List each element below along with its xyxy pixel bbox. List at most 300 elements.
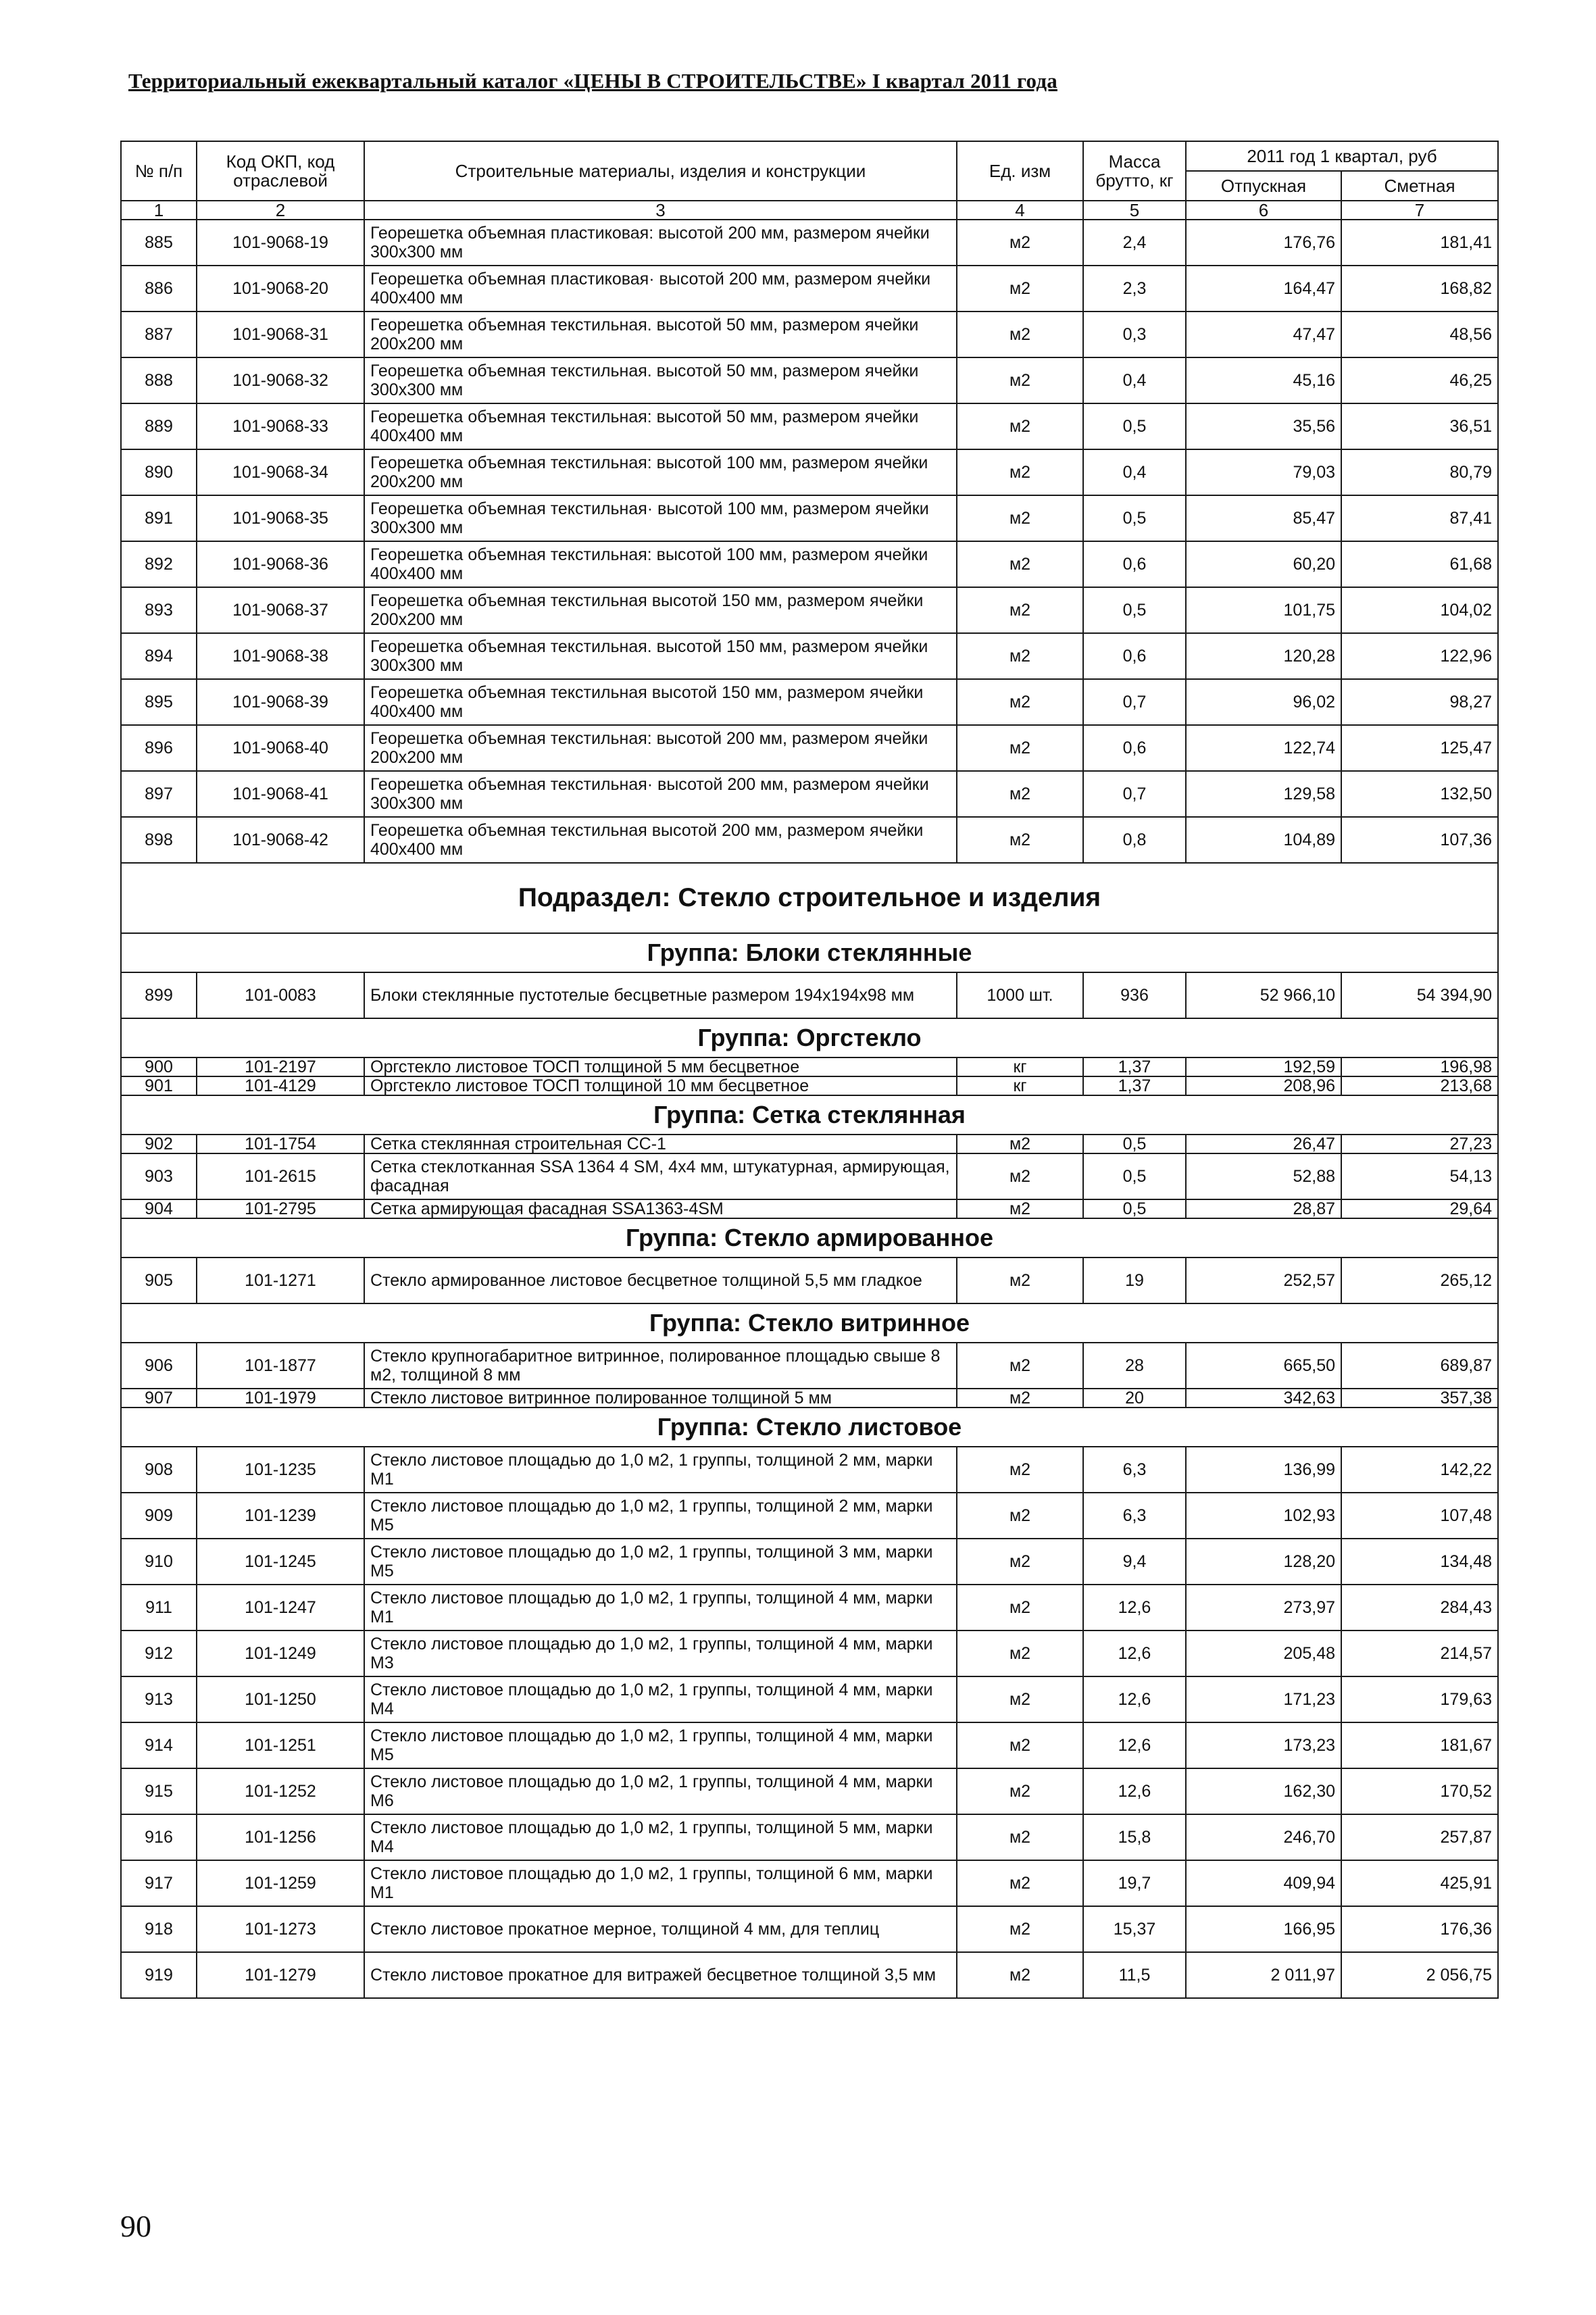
row-mass: 0,6 xyxy=(1083,541,1186,587)
row-unit: м2 xyxy=(957,633,1083,679)
table-row xyxy=(121,1389,1498,1408)
row-unit: м2 xyxy=(957,1631,1083,1676)
row-price-estimate: 168,82 xyxy=(1341,266,1498,312)
row-price-estimate: 36,51 xyxy=(1341,403,1498,449)
row-number: 900 xyxy=(121,1057,197,1076)
row-price-release: 2 011,97 xyxy=(1186,1952,1341,1998)
row-number: 888 xyxy=(121,357,197,403)
row-price-release: 166,95 xyxy=(1186,1906,1341,1952)
row-code: 101-1754 xyxy=(197,1135,364,1153)
row-code: 101-1245 xyxy=(197,1539,364,1585)
column-number: 5 xyxy=(1083,201,1186,220)
row-price-release: 665,50 xyxy=(1186,1343,1341,1389)
price-catalog-table xyxy=(120,141,1499,1999)
table-row xyxy=(121,1585,1498,1631)
row-code: 101-1251 xyxy=(197,1722,364,1768)
row-mass: 0,5 xyxy=(1083,1199,1186,1218)
group-row xyxy=(121,1218,1498,1258)
table-row xyxy=(121,972,1498,1018)
row-price-release: 176,76 xyxy=(1186,220,1341,266)
row-price-release: 45,16 xyxy=(1186,357,1341,403)
table-row xyxy=(121,1343,1498,1389)
row-mass: 12,6 xyxy=(1083,1722,1186,1768)
group-title: Группа: Блоки стеклянные xyxy=(121,933,1498,972)
row-code: 101-9068-39 xyxy=(197,679,364,725)
row-name: Стекло листовое площадью до 1,0 м2, 1 группы, толщиной 3 мм, марки М5 xyxy=(364,1539,957,1585)
row-code: 101-1252 xyxy=(197,1768,364,1814)
row-code: 101-1256 xyxy=(197,1814,364,1860)
row-price-release: 79,03 xyxy=(1186,449,1341,495)
row-unit: м2 xyxy=(957,312,1083,357)
row-name: Георешетка объемная текстильная. высотой 50 мм, размером ячейки 200х200 мм xyxy=(364,312,957,357)
row-name: Сетка армирующая фасадная SSA1363-4SM xyxy=(364,1199,957,1218)
table-row xyxy=(121,495,1498,541)
row-mass: 12,6 xyxy=(1083,1631,1186,1676)
row-number: 916 xyxy=(121,1814,197,1860)
row-price-release: 246,70 xyxy=(1186,1814,1341,1860)
row-price-release: 129,58 xyxy=(1186,771,1341,817)
row-name: Стекло листовое витринное полированное толщиной 5 мм xyxy=(364,1389,957,1408)
header-mass: Масса брутто, кг xyxy=(1083,141,1186,201)
row-number: 919 xyxy=(121,1952,197,1998)
row-name: Стекло листовое площадью до 1,0 м2, 1 группы, толщиной 6 мм, марки М1 xyxy=(364,1860,957,1906)
row-mass: 15,8 xyxy=(1083,1814,1186,1860)
row-name: Стекло листовое прокатное для витражей бесцветное толщиной 3,5 мм xyxy=(364,1952,957,1998)
row-price-estimate: 48,56 xyxy=(1341,312,1498,357)
group-row xyxy=(121,933,1498,972)
row-name: Сетка стеклотканная SSA 1364 4 SM, 4х4 мм, штукатурная, армирующая, фасадная xyxy=(364,1153,957,1199)
row-unit: м2 xyxy=(957,403,1083,449)
group-title: Группа: Стекло армированное xyxy=(121,1218,1498,1258)
row-price-release: 162,30 xyxy=(1186,1768,1341,1814)
row-code: 101-9068-34 xyxy=(197,449,364,495)
row-mass: 0,5 xyxy=(1083,403,1186,449)
row-code: 101-2615 xyxy=(197,1153,364,1199)
table-row xyxy=(121,1539,1498,1585)
row-number: 889 xyxy=(121,403,197,449)
row-name: Георешетка объемная текстильная: высотой 100 мм, размером ячейки 400х400 мм xyxy=(364,541,957,587)
row-name: Стекло листовое площадью до 1,0 м2, 1 группы, толщиной 4 мм, марки М6 xyxy=(364,1768,957,1814)
column-number: 4 xyxy=(957,201,1083,220)
row-code: 101-9068-36 xyxy=(197,541,364,587)
row-unit: м2 xyxy=(957,1343,1083,1389)
row-code: 101-9068-42 xyxy=(197,817,364,863)
row-unit: м2 xyxy=(957,725,1083,771)
row-price-release: 52 966,10 xyxy=(1186,972,1341,1018)
row-number: 910 xyxy=(121,1539,197,1585)
header-price-release: Отпускная xyxy=(1186,171,1341,201)
row-unit: м2 xyxy=(957,495,1083,541)
row-number: 911 xyxy=(121,1585,197,1631)
row-unit: м2 xyxy=(957,449,1083,495)
row-name: Георешетка объемная текстильная: высотой 200 мм, размером ячейки 200х200 мм xyxy=(364,725,957,771)
group-title: Группа: Оргстекло xyxy=(121,1018,1498,1057)
group-title: Группа: Стекло листовое xyxy=(121,1408,1498,1447)
row-number: 912 xyxy=(121,1631,197,1676)
row-price-estimate: 107,36 xyxy=(1341,817,1498,863)
row-price-release: 409,94 xyxy=(1186,1860,1341,1906)
group-title: Группа: Стекло витринное xyxy=(121,1303,1498,1343)
row-unit: м2 xyxy=(957,587,1083,633)
row-price-release: 104,89 xyxy=(1186,817,1341,863)
row-price-estimate: 46,25 xyxy=(1341,357,1498,403)
row-unit: м2 xyxy=(957,1860,1083,1906)
row-mass: 0,6 xyxy=(1083,633,1186,679)
row-name: Георешетка объемная текстильная высотой 150 мм, размером ячейки 200х200 мм xyxy=(364,587,957,633)
table-row xyxy=(121,449,1498,495)
row-name: Георешетка объемная текстильная· высотой 200 мм, размером ячейки 300х300 мм xyxy=(364,771,957,817)
subsection-row xyxy=(121,863,1498,933)
row-unit: м2 xyxy=(957,357,1083,403)
column-number: 1 xyxy=(121,201,197,220)
group-row xyxy=(121,1095,1498,1135)
row-mass: 12,6 xyxy=(1083,1585,1186,1631)
row-name: Оргстекло листовое ТОСП толщиной 5 мм бесцветное xyxy=(364,1057,957,1076)
row-mass: 936 xyxy=(1083,972,1186,1018)
row-name: Блоки стеклянные пустотелые бесцветные размером 194х194х98 мм xyxy=(364,972,957,1018)
row-number: 885 xyxy=(121,220,197,266)
table-row xyxy=(121,587,1498,633)
row-price-release: 96,02 xyxy=(1186,679,1341,725)
row-mass: 1,37 xyxy=(1083,1076,1186,1095)
row-unit: м2 xyxy=(957,1676,1083,1722)
row-unit: м2 xyxy=(957,1135,1083,1153)
row-number: 906 xyxy=(121,1343,197,1389)
row-name: Георешетка объемная текстильная. высотой 50 мм, размером ячейки 300х300 мм xyxy=(364,357,957,403)
row-name: Георешетка объемная текстильная высотой 150 мм, размером ячейки 400х400 мм xyxy=(364,679,957,725)
row-price-release: 208,96 xyxy=(1186,1076,1341,1095)
row-mass: 12,6 xyxy=(1083,1768,1186,1814)
row-price-release: 136,99 xyxy=(1186,1447,1341,1493)
row-name: Георешетка объемная текстильная: высотой 50 мм, размером ячейки 400х400 мм xyxy=(364,403,957,449)
row-unit: м2 xyxy=(957,771,1083,817)
table-row xyxy=(121,1906,1498,1952)
row-unit: м2 xyxy=(957,1199,1083,1218)
row-number: 914 xyxy=(121,1722,197,1768)
row-name: Георешетка объемная пластиковая: высотой 200 мм, размером ячейки 300х300 мм xyxy=(364,220,957,266)
row-number: 905 xyxy=(121,1258,197,1303)
row-name: Сетка стеклянная строительная СС-1 xyxy=(364,1135,957,1153)
table-row xyxy=(121,725,1498,771)
row-mass: 1,37 xyxy=(1083,1057,1186,1076)
row-mass: 20 xyxy=(1083,1389,1186,1408)
row-code: 101-9068-32 xyxy=(197,357,364,403)
table-row xyxy=(121,1493,1498,1539)
row-mass: 0,4 xyxy=(1083,449,1186,495)
table-row xyxy=(121,312,1498,357)
subsection-title: Подраздел: Стекло строительное и изделия xyxy=(121,863,1498,933)
row-price-release: 171,23 xyxy=(1186,1676,1341,1722)
row-number: 896 xyxy=(121,725,197,771)
row-code: 101-9068-19 xyxy=(197,220,364,266)
row-price-release: 47,47 xyxy=(1186,312,1341,357)
header-name: Строительные материалы, изделия и конструкции xyxy=(364,141,957,201)
table-row xyxy=(121,1676,1498,1722)
row-mass: 0,5 xyxy=(1083,495,1186,541)
row-unit: м2 xyxy=(957,266,1083,312)
table-row xyxy=(121,1952,1498,1998)
row-price-release: 164,47 xyxy=(1186,266,1341,312)
header-period: 2011 год 1 квартал, руб xyxy=(1186,141,1498,171)
row-code: 101-1279 xyxy=(197,1952,364,1998)
table-row xyxy=(121,1722,1498,1768)
row-name: Стекло листовое площадью до 1,0 м2, 1 группы, толщиной 4 мм, марки М5 xyxy=(364,1722,957,1768)
row-name: Георешетка объемная текстильная. высотой 150 мм, размером ячейки 300х300 мм xyxy=(364,633,957,679)
row-price-estimate: 104,02 xyxy=(1341,587,1498,633)
row-unit: м2 xyxy=(957,220,1083,266)
row-price-release: 60,20 xyxy=(1186,541,1341,587)
row-name: Георешетка объемная текстильная: высотой 100 мм, размером ячейки 200х200 мм xyxy=(364,449,957,495)
row-code: 101-1271 xyxy=(197,1258,364,1303)
row-price-estimate: 27,23 xyxy=(1341,1135,1498,1153)
table-row xyxy=(121,266,1498,312)
column-number: 7 xyxy=(1341,201,1498,220)
row-price-release: 128,20 xyxy=(1186,1539,1341,1585)
row-code: 101-1249 xyxy=(197,1631,364,1676)
row-code: 101-1877 xyxy=(197,1343,364,1389)
row-number: 886 xyxy=(121,266,197,312)
row-name: Стекло листовое площадью до 1,0 м2, 1 группы, толщиной 2 мм, марки М5 xyxy=(364,1493,957,1539)
row-mass: 0,5 xyxy=(1083,1153,1186,1199)
row-code: 101-1273 xyxy=(197,1906,364,1952)
row-mass: 28 xyxy=(1083,1343,1186,1389)
row-code: 101-9068-40 xyxy=(197,725,364,771)
row-price-release: 102,93 xyxy=(1186,1493,1341,1539)
row-price-release: 52,88 xyxy=(1186,1153,1341,1199)
row-unit: м2 xyxy=(957,1389,1083,1408)
row-name: Оргстекло листовое ТОСП толщиной 10 мм бесцветное xyxy=(364,1076,957,1095)
header-num: № п/п xyxy=(121,141,197,201)
row-unit: 1000 шт. xyxy=(957,972,1083,1018)
row-name: Стекло крупногабаритное витринное, полированное площадью свыше 8 м2, толщиной 8 мм xyxy=(364,1343,957,1389)
row-price-release: 173,23 xyxy=(1186,1722,1341,1768)
row-unit: кг xyxy=(957,1057,1083,1076)
row-unit: м2 xyxy=(957,817,1083,863)
row-price-release: 273,97 xyxy=(1186,1585,1341,1631)
row-unit: м2 xyxy=(957,1768,1083,1814)
row-price-estimate: 214,57 xyxy=(1341,1631,1498,1676)
row-name: Стекло листовое площадью до 1,0 м2, 1 группы, толщиной 4 мм, марки М4 xyxy=(364,1676,957,1722)
table-row xyxy=(121,679,1498,725)
row-unit: м2 xyxy=(957,1258,1083,1303)
row-price-release: 122,74 xyxy=(1186,725,1341,771)
row-unit: м2 xyxy=(957,1814,1083,1860)
table-row xyxy=(121,403,1498,449)
row-price-estimate: 54,13 xyxy=(1341,1153,1498,1199)
table-row xyxy=(121,817,1498,863)
group-row xyxy=(121,1303,1498,1343)
row-mass: 12,6 xyxy=(1083,1676,1186,1722)
table-row xyxy=(121,1076,1498,1095)
row-number: 907 xyxy=(121,1389,197,1408)
row-price-estimate: 181,67 xyxy=(1341,1722,1498,1768)
row-price-estimate: 689,87 xyxy=(1341,1343,1498,1389)
row-mass: 19,7 xyxy=(1083,1860,1186,1906)
row-price-estimate: 107,48 xyxy=(1341,1493,1498,1539)
row-number: 895 xyxy=(121,679,197,725)
row-code: 101-9068-31 xyxy=(197,312,364,357)
row-price-estimate: 125,47 xyxy=(1341,725,1498,771)
row-number: 890 xyxy=(121,449,197,495)
row-code: 101-1259 xyxy=(197,1860,364,1906)
row-mass: 0,5 xyxy=(1083,1135,1186,1153)
table-row xyxy=(121,1153,1498,1199)
table-row xyxy=(121,357,1498,403)
row-unit: м2 xyxy=(957,1493,1083,1539)
row-number: 903 xyxy=(121,1153,197,1199)
row-price-release: 342,63 xyxy=(1186,1389,1341,1408)
row-number: 904 xyxy=(121,1199,197,1218)
page-number: 90 xyxy=(120,2209,151,2243)
row-price-estimate: 170,52 xyxy=(1341,1768,1498,1814)
row-code: 101-0083 xyxy=(197,972,364,1018)
row-price-release: 252,57 xyxy=(1186,1258,1341,1303)
table-row xyxy=(121,220,1498,266)
row-price-estimate: 2 056,75 xyxy=(1341,1952,1498,1998)
group-row xyxy=(121,1018,1498,1057)
row-mass: 2,3 xyxy=(1083,266,1186,312)
column-number: 3 xyxy=(364,201,957,220)
table-row xyxy=(121,541,1498,587)
row-name: Стекло листовое площадью до 1,0 м2, 1 группы, толщиной 4 мм, марки М1 xyxy=(364,1585,957,1631)
table-row xyxy=(121,1631,1498,1676)
row-mass: 0,7 xyxy=(1083,679,1186,725)
row-mass: 0,4 xyxy=(1083,357,1186,403)
column-number: 6 xyxy=(1186,201,1341,220)
row-name: Георешетка объемная пластиковая· высотой 200 мм, размером ячейки 400х400 мм xyxy=(364,266,957,312)
row-unit: кг xyxy=(957,1076,1083,1095)
row-price-estimate: 425,91 xyxy=(1341,1860,1498,1906)
row-number: 902 xyxy=(121,1135,197,1153)
row-price-release: 101,75 xyxy=(1186,587,1341,633)
row-mass: 11,5 xyxy=(1083,1952,1186,1998)
row-name: Стекло листовое площадью до 1,0 м2, 1 группы, толщиной 2 мм, марки М1 xyxy=(364,1447,957,1493)
row-number: 891 xyxy=(121,495,197,541)
row-mass: 0,8 xyxy=(1083,817,1186,863)
row-code: 101-1235 xyxy=(197,1447,364,1493)
row-unit: м2 xyxy=(957,1906,1083,1952)
header-unit: Ед. изм xyxy=(957,141,1083,201)
table-row xyxy=(121,1860,1498,1906)
row-unit: м2 xyxy=(957,1153,1083,1199)
row-number: 909 xyxy=(121,1493,197,1539)
row-code: 101-4129 xyxy=(197,1076,364,1095)
row-number: 892 xyxy=(121,541,197,587)
page-header: Территориальный ежеквартальный каталог «ЦЕНЫ В СТРОИТЕЛЬСТВЕ» I квартал 2011 года xyxy=(128,69,1057,93)
row-unit: м2 xyxy=(957,541,1083,587)
table-body xyxy=(121,220,1498,1998)
row-unit: м2 xyxy=(957,1952,1083,1998)
row-mass: 0,6 xyxy=(1083,725,1186,771)
row-price-release: 85,47 xyxy=(1186,495,1341,541)
row-price-estimate: 122,96 xyxy=(1341,633,1498,679)
header-price-estimate: Сметная xyxy=(1341,171,1498,201)
row-price-estimate: 179,63 xyxy=(1341,1676,1498,1722)
row-number: 917 xyxy=(121,1860,197,1906)
table-row xyxy=(121,1199,1498,1218)
row-unit: м2 xyxy=(957,1447,1083,1493)
row-name: Стекло листовое площадью до 1,0 м2, 1 группы, толщиной 5 мм, марки М4 xyxy=(364,1814,957,1860)
row-code: 101-9068-37 xyxy=(197,587,364,633)
row-mass: 2,4 xyxy=(1083,220,1186,266)
row-unit: м2 xyxy=(957,1722,1083,1768)
row-code: 101-9068-20 xyxy=(197,266,364,312)
row-mass: 9,4 xyxy=(1083,1539,1186,1585)
row-price-estimate: 29,64 xyxy=(1341,1199,1498,1218)
row-number: 913 xyxy=(121,1676,197,1722)
row-price-release: 28,87 xyxy=(1186,1199,1341,1218)
row-mass: 19 xyxy=(1083,1258,1186,1303)
row-number: 901 xyxy=(121,1076,197,1095)
group-row xyxy=(121,1408,1498,1447)
row-unit: м2 xyxy=(957,1539,1083,1585)
row-name: Стекло листовое прокатное мерное, толщиной 4 мм, для теплиц xyxy=(364,1906,957,1952)
table-row xyxy=(121,1814,1498,1860)
row-mass: 0,7 xyxy=(1083,771,1186,817)
table-row xyxy=(121,1447,1498,1493)
row-mass: 6,3 xyxy=(1083,1447,1186,1493)
row-price-estimate: 61,68 xyxy=(1341,541,1498,587)
row-price-estimate: 142,22 xyxy=(1341,1447,1498,1493)
row-price-estimate: 181,41 xyxy=(1341,220,1498,266)
row-price-estimate: 87,41 xyxy=(1341,495,1498,541)
row-number: 908 xyxy=(121,1447,197,1493)
row-mass: 6,3 xyxy=(1083,1493,1186,1539)
row-price-release: 120,28 xyxy=(1186,633,1341,679)
row-price-estimate: 134,48 xyxy=(1341,1539,1498,1585)
row-code: 101-2197 xyxy=(197,1057,364,1076)
table-row xyxy=(121,771,1498,817)
table-row xyxy=(121,1057,1498,1076)
row-price-estimate: 80,79 xyxy=(1341,449,1498,495)
row-name: Георешетка объемная текстильная· высотой 100 мм, размером ячейки 300х300 мм xyxy=(364,495,957,541)
table-row xyxy=(121,1768,1498,1814)
row-code: 101-1239 xyxy=(197,1493,364,1539)
row-number: 897 xyxy=(121,771,197,817)
row-price-estimate: 213,68 xyxy=(1341,1076,1498,1095)
row-price-release: 192,59 xyxy=(1186,1057,1341,1076)
row-price-estimate: 257,87 xyxy=(1341,1814,1498,1860)
row-name: Георешетка объемная текстильная высотой 200 мм, размером ячейки 400х400 мм xyxy=(364,817,957,863)
table-row xyxy=(121,633,1498,679)
row-number: 887 xyxy=(121,312,197,357)
row-code: 101-2795 xyxy=(197,1199,364,1218)
table-row xyxy=(121,1258,1498,1303)
row-price-release: 35,56 xyxy=(1186,403,1341,449)
row-price-estimate: 284,43 xyxy=(1341,1585,1498,1631)
row-mass: 0,3 xyxy=(1083,312,1186,357)
header-code: Код ОКП, код отраслевой xyxy=(197,141,364,201)
row-price-estimate: 265,12 xyxy=(1341,1258,1498,1303)
row-code: 101-9068-35 xyxy=(197,495,364,541)
row-price-estimate: 54 394,90 xyxy=(1341,972,1498,1018)
row-price-estimate: 132,50 xyxy=(1341,771,1498,817)
row-code: 101-1250 xyxy=(197,1676,364,1722)
row-mass: 15,37 xyxy=(1083,1906,1186,1952)
row-code: 101-9068-38 xyxy=(197,633,364,679)
row-price-estimate: 357,38 xyxy=(1341,1389,1498,1408)
row-number: 915 xyxy=(121,1768,197,1814)
row-number: 893 xyxy=(121,587,197,633)
row-code: 101-9068-41 xyxy=(197,771,364,817)
row-number: 899 xyxy=(121,972,197,1018)
row-code: 101-1979 xyxy=(197,1389,364,1408)
row-price-release: 26,47 xyxy=(1186,1135,1341,1153)
row-unit: м2 xyxy=(957,1585,1083,1631)
column-number: 2 xyxy=(197,201,364,220)
row-code: 101-1247 xyxy=(197,1585,364,1631)
table-row xyxy=(121,1135,1498,1153)
